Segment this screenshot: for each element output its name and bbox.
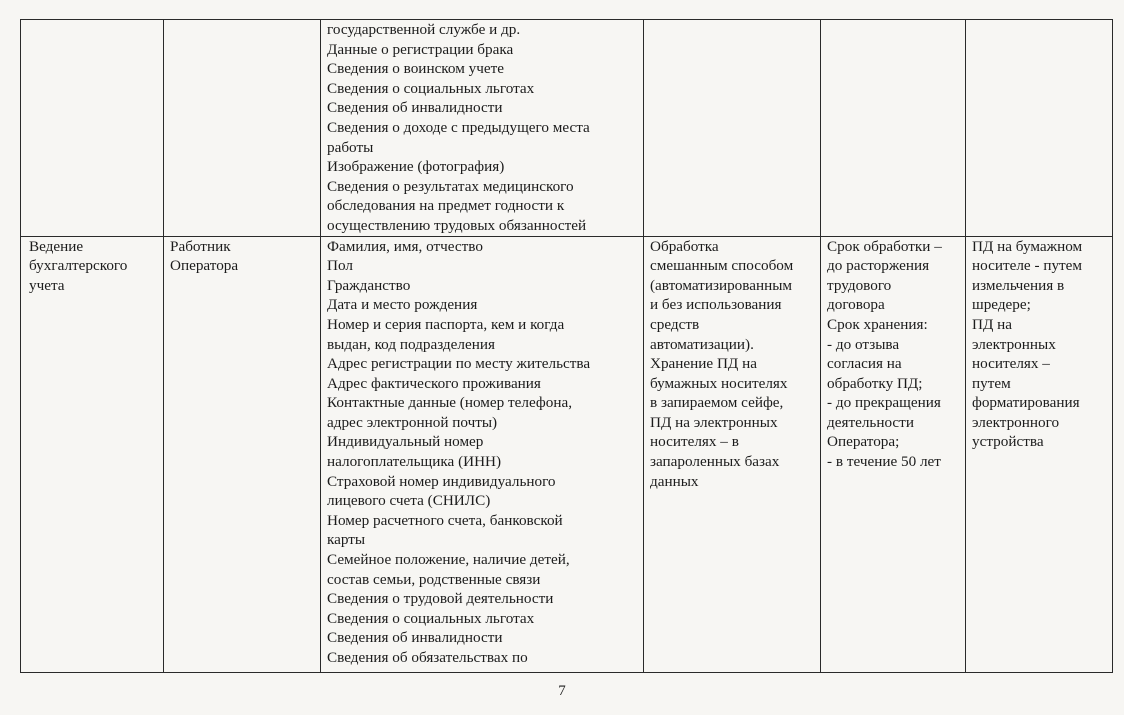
table-row-continuation: [21, 20, 1113, 237]
cell-line: карты: [327, 531, 366, 549]
cell-line: обработку ПД;: [827, 374, 923, 392]
cell-line: запароленных базах: [650, 453, 780, 471]
cell-line: Сведения о трудовой деятельности: [327, 590, 554, 608]
cell-line: ПД на электронных: [650, 413, 778, 431]
data-processing-table: [20, 19, 1113, 673]
cell-line: Срок обработки –: [827, 237, 942, 255]
cell-line: средств: [650, 315, 700, 333]
cell-line: Сведения о доходе с предыдущего места: [327, 118, 590, 136]
cell-line: устройства: [972, 433, 1044, 451]
personal-data-cell: [321, 20, 644, 237]
cell-line: Обработка: [650, 237, 719, 255]
cell-line: Номер и серия паспорта, кем и когда: [327, 315, 565, 333]
cell-line: бумажных носителях: [650, 374, 788, 392]
cell-line: Сведения об инвалидности: [327, 629, 503, 647]
cell-line: налогоплательщика (ИНН): [327, 453, 502, 471]
cell-line: Данные о регистрации брака: [327, 40, 514, 58]
cell-line: обследования на предмет годности к: [327, 197, 565, 215]
cell-line: Оператора;: [827, 433, 900, 451]
cell-line: Срок хранения:: [827, 315, 928, 333]
cell-line: адрес электронной почты): [327, 413, 498, 431]
cell-line: Дата и место рождения: [327, 296, 478, 314]
cell-line: - до прекращения: [827, 394, 941, 412]
cell-line: Контактные данные (номер телефона,: [327, 394, 573, 412]
cell-line: электронного: [972, 413, 1060, 431]
cell-line: - в течение 50 лет: [827, 453, 941, 471]
cell-line: Пол: [327, 257, 353, 275]
cell-line: Гражданство: [327, 276, 411, 294]
cell-line: смешанным способом: [650, 257, 794, 275]
processing-method-cell: [644, 20, 821, 237]
cell-line: Сведения о воинском учете: [327, 60, 504, 78]
cell-line: шредере;: [972, 296, 1031, 314]
cell-line: Работник: [170, 237, 231, 255]
cell-line: измельчения в: [972, 276, 1065, 294]
cell-line: в запираемом сейфе,: [650, 394, 784, 412]
cell-line: (автоматизированным: [650, 276, 793, 294]
cell-line: ПД на бумажном: [972, 237, 1083, 255]
cell-line: Семейное положение, наличие детей,: [327, 551, 570, 569]
table-row-accounting: [21, 236, 1113, 672]
cell-line: Номер расчетного счета, банковской: [327, 511, 563, 529]
cell-line: Фамилия, имя, отчество: [327, 237, 483, 255]
cell-line: состав семьи, родственные связи: [327, 570, 541, 588]
cell-line: Оператора: [170, 257, 239, 275]
personal-data-cell: [321, 236, 644, 672]
cell-line: Сведения о социальных льготах: [327, 79, 535, 97]
cell-line: носителях –: [972, 355, 1050, 373]
cell-line: Сведения о результатах медицинского: [327, 177, 574, 195]
cell-line: Сведения об обязательствах по: [327, 649, 528, 666]
retention-period-cell: [821, 20, 966, 237]
cell-line: трудового: [827, 276, 892, 294]
cell-line: выдан, код подразделения: [327, 335, 495, 353]
cell-line: Индивидуальный номер: [327, 433, 484, 451]
cell-line: форматирования: [972, 394, 1080, 412]
cell-line: работы: [327, 138, 374, 156]
page-number: 7: [558, 683, 566, 699]
cell-line: носителях – в: [650, 433, 739, 451]
purpose-cell: [21, 20, 164, 237]
cell-line: Страховой номер индивидуального: [327, 472, 556, 490]
cell-line: государственной службе и др.: [327, 21, 521, 38]
retention-period-cell: [821, 236, 966, 672]
cell-line: Сведения о социальных льготах: [327, 609, 535, 627]
cell-line: Сведения об инвалидности: [327, 99, 503, 117]
cell-line: - до отзыва: [827, 335, 900, 353]
cell-line: до расторжения: [827, 257, 930, 275]
destruction-method-cell: [966, 236, 1113, 672]
cell-line: Адрес регистрации по месту жительства: [327, 355, 591, 373]
cell-line: Ведение: [29, 237, 84, 255]
cell-line: автоматизации).: [650, 335, 754, 353]
subjects-cell: [164, 236, 321, 672]
cell-line: деятельности: [827, 413, 914, 431]
cell-line: договора: [827, 296, 885, 314]
cell-line: осуществлению трудовых обязанностей: [327, 216, 587, 234]
cell-line: данных: [650, 472, 699, 490]
cell-line: Адрес фактического проживания: [327, 374, 541, 392]
subjects-cell: [164, 20, 321, 237]
cell-line: согласия на: [827, 355, 902, 373]
purpose-cell: [21, 236, 164, 672]
cell-line: путем: [972, 374, 1011, 392]
cell-line: лицевого счета (СНИЛС): [327, 492, 491, 510]
cell-line: и без использования: [650, 296, 782, 314]
processing-method-cell: [644, 236, 821, 672]
cell-line: носителе - путем: [972, 257, 1083, 275]
destruction-method-cell: [966, 20, 1113, 237]
cell-line: бухгалтерского: [29, 257, 128, 275]
cell-line: Хранение ПД на: [650, 355, 757, 373]
cell-line: электронных: [972, 335, 1056, 353]
cell-line: Изображение (фотография): [327, 158, 505, 176]
cell-line: учета: [29, 276, 65, 294]
cell-line: ПД на: [972, 315, 1012, 333]
